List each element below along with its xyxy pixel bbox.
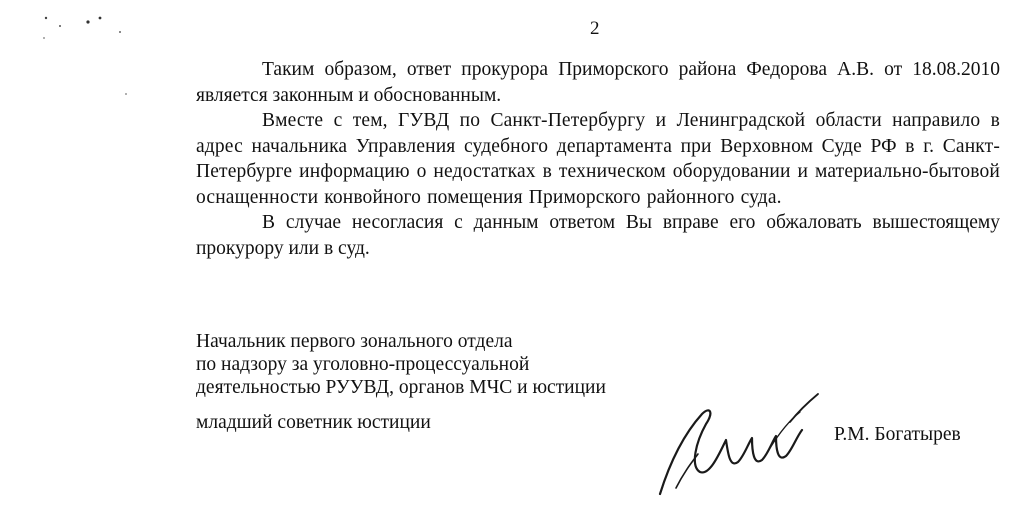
page-number: 2 <box>590 18 600 39</box>
handwritten-signature <box>640 382 840 502</box>
scan-noise <box>40 8 140 98</box>
position-line: деятельностью РУУВД, органов МЧС и юстиции <box>196 377 606 398</box>
letter-body <box>196 57 1000 261</box>
paragraph-appeal: В случае несогласия с данным ответом Вы вправе его обжаловать вышестоящему прокурору или в суд. <box>196 212 1000 259</box>
position-line: по надзору за уголовно-процессуальной <box>196 354 530 375</box>
position-line: Начальник первого зонального отдела <box>196 331 513 352</box>
signatory-rank: младший советник юстиции <box>196 412 431 433</box>
signatory-name: Р.М. Богатырев <box>834 424 961 445</box>
signatory-position <box>196 330 606 399</box>
paragraph-conclusion: Таким образом, ответ прокурора Приморского района Федорова А.В. от 18.08.2010 является законным и обоснованным. <box>196 59 1000 106</box>
paragraph-notice: Вместе с тем, ГУВД по Санкт-Петербургу и Ленинградской области направило в адрес начальника Управления судебного департамента при Верховном Суде РФ в г. Санкт-Петербурге информацию о недостатках в техническом оборудовании и материально-бытовой оснащенности конвойного помещения Приморского районного суда. <box>196 110 1000 208</box>
